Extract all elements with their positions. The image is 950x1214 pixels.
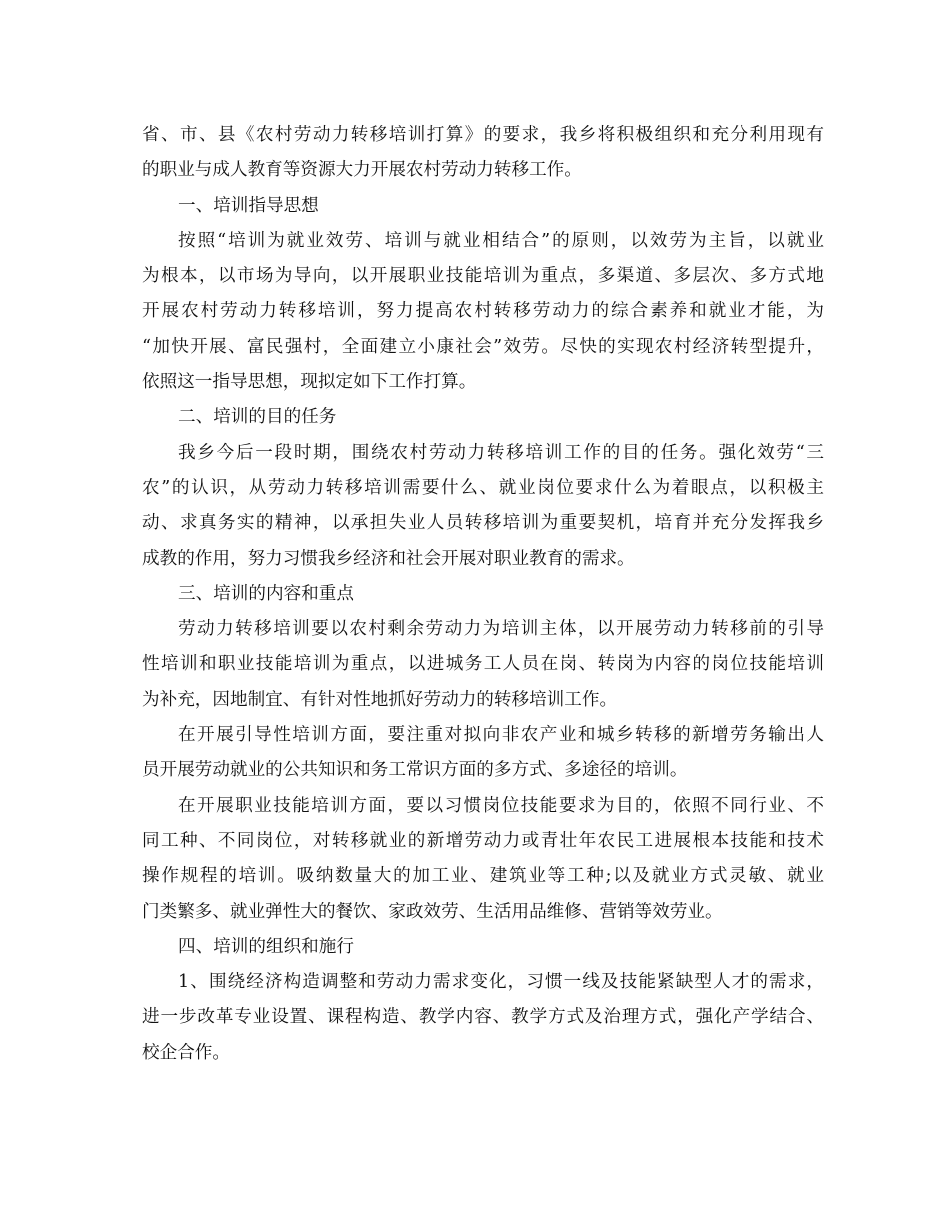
document-body — [142, 118, 824, 1071]
section-heading-2: 二、培训的目的任务 — [178, 407, 337, 428]
body-line: 1、围绕经济构造调整和劳动力需求变化，习惯一线及技能紧缺型人才的需求， — [178, 972, 824, 993]
body-line: 性培训和职业技能培训为重点，以进城务工人员在岗、转岗为内容的岗位技能培训 — [142, 654, 824, 675]
body-line: 员开展劳动就业的公共知识和务工常识方面的多方式、多途径的培训。 — [142, 760, 688, 781]
body-line: 依照这一指导思想，现拟定如下工作打算。 — [142, 372, 477, 393]
body-line: “加快开展、富民强村，全面建立小康社会”效劳。尽快的实现农村经济转型提升， — [142, 336, 824, 357]
body-line: 的职业与成人教育等资源大力开展农村劳动力转移工作。 — [142, 160, 582, 181]
body-line: 门类繁多、就业弹性大的餐饮、家政效劳、生活用品维修、营销等效劳业。 — [142, 901, 723, 922]
body-line: 在开展职业技能培训方面，要以习惯岗位技能要求为目的，依照不同行业、不 — [178, 795, 824, 816]
body-line: 动、求真务实的精神，以承担失业人员转移培训为重要契机，培育并充分发挥我乡 — [142, 513, 824, 534]
body-line: 省、市、县《农村劳动力转移培训打算》的要求，我乡将积极组织和充分利用现有 — [142, 125, 824, 145]
body-line: 同工种、不同岗位，对转移就业的新增劳动力或青壮年农民工进展根本技能和技术 — [142, 830, 824, 851]
body-line: 成教的作用，努力习惯我乡经济和社会开展对职业教育的需求。 — [142, 548, 635, 569]
body-line: 劳动力转移培训要以农村剩余劳动力为培训主体，以开展劳动力转移前的引导 — [178, 619, 824, 640]
body-line: 为补充，因地制宜、有针对性地抓好劳动力的转移培训工作。 — [142, 689, 618, 710]
body-line: 校企合作。 — [142, 1042, 230, 1063]
section-heading-3: 三、培训的内容和重点 — [178, 583, 354, 604]
body-line: 开展农村劳动力转移培训，努力提高农村转移劳动力的综合素养和就业才能，为 — [142, 301, 824, 322]
section-heading-4: 四、培训的组织和施行 — [178, 936, 354, 957]
body-line: 按照“培训为就业效劳、培训与就业相结合”的原则，以效劳为主旨，以就业 — [178, 230, 824, 251]
section-heading-1: 一、培训指导思想 — [178, 195, 319, 216]
body-line: 进一步改革专业设置、课程构造、教学内容、教学方式及治理方式，强化产学结合、 — [142, 1007, 824, 1028]
body-line: 我乡今后一段时期，围绕农村劳动力转移培训工作的目的任务。强化效劳“三 — [178, 442, 824, 463]
body-line: 农”的认识，从劳动力转移培训需要什么、就业岗位要求什么为着眼点，以积极主 — [142, 477, 824, 498]
body-line: 在开展引导性培训方面，要注重对拟向非农产业和城乡转移的新增劳务输出人 — [178, 725, 824, 746]
body-line: 操作规程的培训。吸纳数量大的加工业、建筑业等工种;以及就业方式灵敏、就业 — [142, 866, 824, 887]
body-line: 为根本，以市场为导向，以开展职业技能培训为重点，多渠道、多层次、多方式地 — [142, 266, 824, 287]
